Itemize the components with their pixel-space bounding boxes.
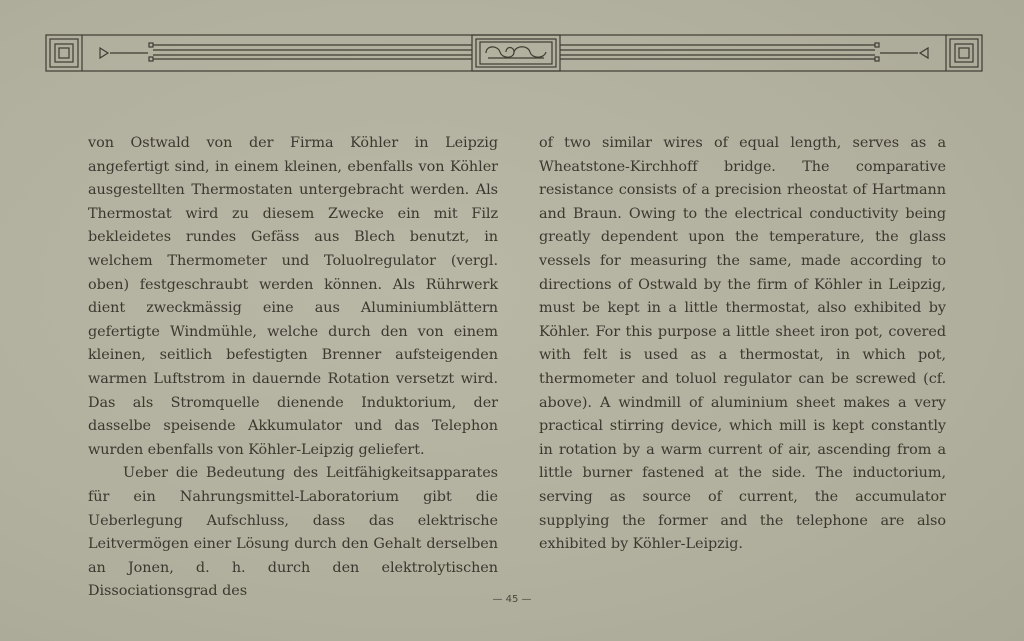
right-column-english-text <box>539 132 946 557</box>
paragraph: Ueber die Bedeutung des Leitfähigkeitsapparates für ein Nahrungsmittel-Laboratorium gibt die Ueberlegung Aufschluss, dass das elektrische Leitvermögen einer Lösung durch den Gehalt derselben an Jonen, d. h. durch den elektrolytischen Dissociationsgrad des <box>88 465 498 600</box>
left-column-german-text <box>88 132 498 604</box>
art-nouveau-scroll-border-icon <box>0 0 1024 80</box>
paragraph: von Ostwald von der Firma Köhler in Leipzig angefertigt sind, in einem kleinen, ebenfalls von Köhler ausgestellten Thermostaten untergebracht werden. Als Thermostat wird zu diesem Zwecke ein mit Filz bekleidetes rundes Gefäss aus Blech benutzt, in welchem Thermometer und Toluolregulator (vergl. oben) festgeschraubt werden können. Als Rührwerk dient zweckmässig eine aus Aluminiumblättern gefertigte Windmühle, welche durch den von einem kleinen, seitlich befestigten Brenner aufsteigenden warmen Luftstrom in dauernde Rotation versetzt wird. Das als Stromquelle dienende Induktorium, der dasselbe speisende Akkumulator und das Telephon wurden ebenfalls von Köhler-Leipzig geliefert. <box>88 135 498 458</box>
page-number: — 45 — <box>492 594 532 605</box>
paragraph: of two similar wires of equal length, serves as a Wheatstone-Kirchhoff bridge. The comparative resistance consists of a precision rheostat of Hartmann and Braun. Owing to the electrical conductivity being greatly dependent upon the temperature, the glass vessels for measuring the same, made according to directions of Ostwald by the firm of Köhler in Leipzig, must be kept in a little thermostat, also exhibited by Köhler. For this purpose a little sheet iron pot, covered with felt is used as a thermostat, in which pot, thermometer and toluol regulator can be screwed (cf. above). A windmill of aluminium sheet makes a very practical stirring device, which mill is kept constantly in rotation by a warm current of air, ascending from a little burner fastened at the side. The inductorium, serving as source of current, the accumulator supplying the former and the telephone are also exhibited by Köhler-Leipzig. <box>539 135 946 553</box>
